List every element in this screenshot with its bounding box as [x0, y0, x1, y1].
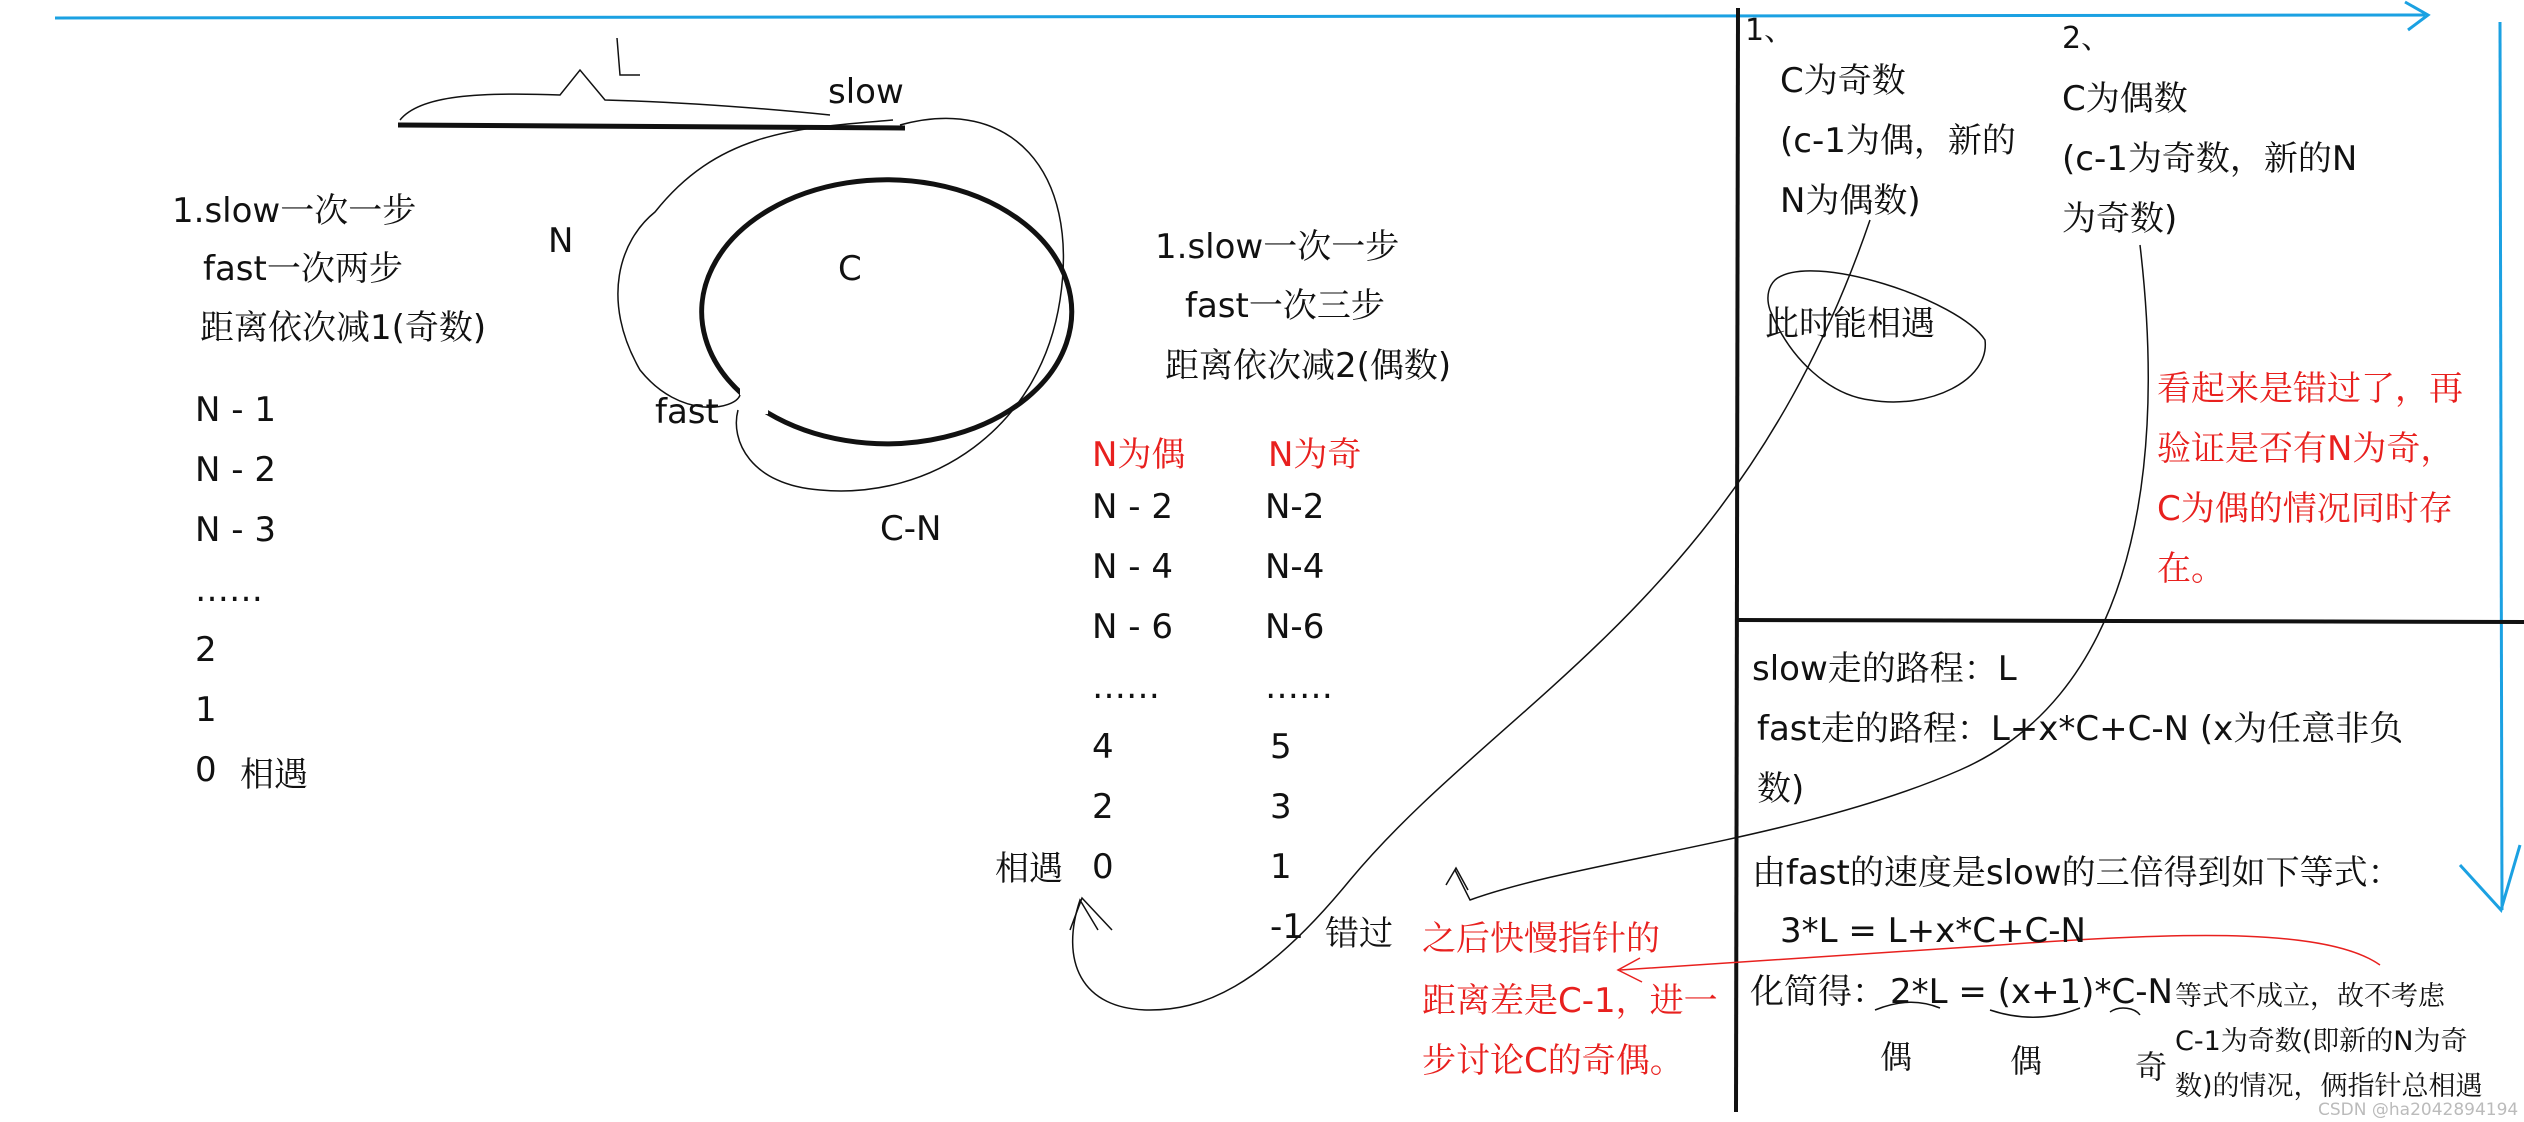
head-squiggle — [400, 70, 830, 120]
cycle-figure — [398, 38, 1072, 491]
n-label: N — [548, 221, 574, 261]
parity-2: 奇 — [2135, 1048, 2168, 1086]
odd-seq-6: 1 — [1270, 847, 1292, 887]
case2-line2: fast一次三步 — [1185, 286, 1385, 326]
c-even-note-2: 验证是否有N为奇， — [2157, 429, 2455, 469]
odd-seq-7: -1 — [1270, 907, 1304, 947]
c-even-note-3: C为偶的情况同时存 — [2157, 489, 2453, 529]
case1-seq-0: N - 1 — [195, 390, 276, 430]
proof-equation: 3*L = L+x*C+C-N — [1780, 911, 2086, 951]
case2-line1: 1.slow一次一步 — [1155, 227, 1400, 267]
odd-seq-3: …… — [1265, 667, 1333, 707]
case1-meet: 相遇 — [240, 755, 308, 795]
c-minus-n-label: C-N — [880, 509, 942, 549]
proof-fast-path-cont: 数) — [1757, 769, 1805, 809]
parity-0: 偶 — [1880, 1038, 1913, 1076]
proof-conclusion-2: C-1为奇数(即新的N为奇 — [2175, 1026, 2468, 1057]
right-blue-arrow-line — [2500, 22, 2502, 910]
proof-simplified-eq: 2*L = (x+1)*C-N — [1890, 972, 2173, 1012]
odd-seq-0: N-2 — [1265, 487, 1325, 527]
c-even-note-4: 在。 — [2157, 549, 2225, 589]
distance-c-minus-n-brace — [736, 118, 1063, 491]
horizontal-divider — [1738, 620, 2524, 622]
even-seq-2: N - 6 — [1092, 607, 1173, 647]
case1-seq-6: 0 — [195, 750, 217, 790]
odd-seq-5: 3 — [1270, 787, 1292, 827]
c-odd-number: 1、 — [1745, 13, 1795, 48]
fast-label: fast — [655, 392, 719, 432]
proof-conclusion-3: 数)的情况，俩指针总相遇 — [2175, 1071, 2483, 1102]
proof-simplified-label: 化简得： — [1750, 972, 1886, 1012]
even-seq-4: 4 — [1092, 727, 1114, 767]
case1-seq-1: N - 2 — [195, 450, 276, 490]
odd-seq-2: N-6 — [1265, 607, 1325, 647]
even-meet: 相遇 — [995, 849, 1063, 889]
proof-conclusion-1: 等式不成立，故不考虑 — [2175, 981, 2445, 1012]
ring-gap-mask — [740, 380, 768, 414]
c-even-number: 2、 — [2062, 21, 2112, 56]
even-seq-3: …… — [1092, 667, 1160, 707]
even-case-arrow-head — [1446, 868, 1468, 890]
followup-line2: 距离差是C-1，进一 — [1422, 981, 1718, 1021]
watermark: CSDN @ha2042894194 — [2318, 1100, 2519, 1120]
proof-fast-path: fast走的路程：L+x*C+C-N (x为任意非负 — [1757, 709, 2404, 749]
c-even-detail-1: (c-1为奇数，新的N — [2062, 139, 2358, 179]
c-odd-title: C为奇数 — [1780, 61, 1906, 101]
odd-header: N为奇 — [1268, 435, 1362, 475]
c-odd-detail-2: N为偶数) — [1780, 181, 1921, 221]
even-header: N为偶 — [1092, 435, 1186, 475]
case1-seq-5: 1 — [195, 690, 217, 730]
odd-miss: 错过 — [1325, 914, 1393, 954]
case1-line1: 1.slow一次一步 — [172, 191, 417, 231]
case2-line3: 距离依次减2(偶数) — [1165, 346, 1452, 386]
case1-line2: fast一次两步 — [203, 249, 403, 289]
case1-seq-2: N - 3 — [195, 510, 276, 550]
case1-seq-3: …… — [195, 570, 263, 610]
meet-arrow — [1073, 220, 1870, 1010]
followup-line1: 之后快慢指针的 — [1422, 919, 1660, 959]
followup-line3: 步讨论C的奇偶。 — [1422, 1041, 1684, 1081]
head-tick — [617, 38, 640, 75]
odd-seq-4: 5 — [1270, 727, 1292, 767]
parity-1: 偶 — [2010, 1042, 2043, 1080]
even-seq-6: 0 — [1092, 847, 1114, 887]
case1-line3: 距离依次减1(奇数) — [200, 308, 487, 348]
c-label: C — [838, 249, 862, 289]
right-blue-arrow-head — [2460, 845, 2520, 910]
meet-arrow-head — [1070, 898, 1112, 930]
even-seq-1: N - 4 — [1092, 547, 1173, 587]
odd-seq-1: N-4 — [1265, 547, 1325, 587]
even-seq-5: 2 — [1092, 787, 1114, 827]
c-odd-result: 此时能相遇 — [1765, 304, 1935, 344]
vertical-divider — [1736, 8, 1738, 1112]
top-blue-arrow-line — [55, 15, 2425, 18]
proof-slow-path: slow走的路程：L — [1752, 649, 2017, 689]
c-odd-detail-1: (c-1为偶，新的 — [1780, 121, 2016, 161]
c-even-title: C为偶数 — [2062, 79, 2188, 119]
proof-speed-relation: 由fast的速度是slow的三倍得到如下等式： — [1752, 853, 2402, 893]
c-even-detail-2: 为奇数) — [2062, 199, 2178, 239]
even-seq-0: N - 2 — [1092, 487, 1173, 527]
slow-label: slow — [828, 72, 904, 112]
c-even-note-1: 看起来是错过了，再 — [2157, 369, 2463, 409]
case1-seq-4: 2 — [195, 630, 217, 670]
